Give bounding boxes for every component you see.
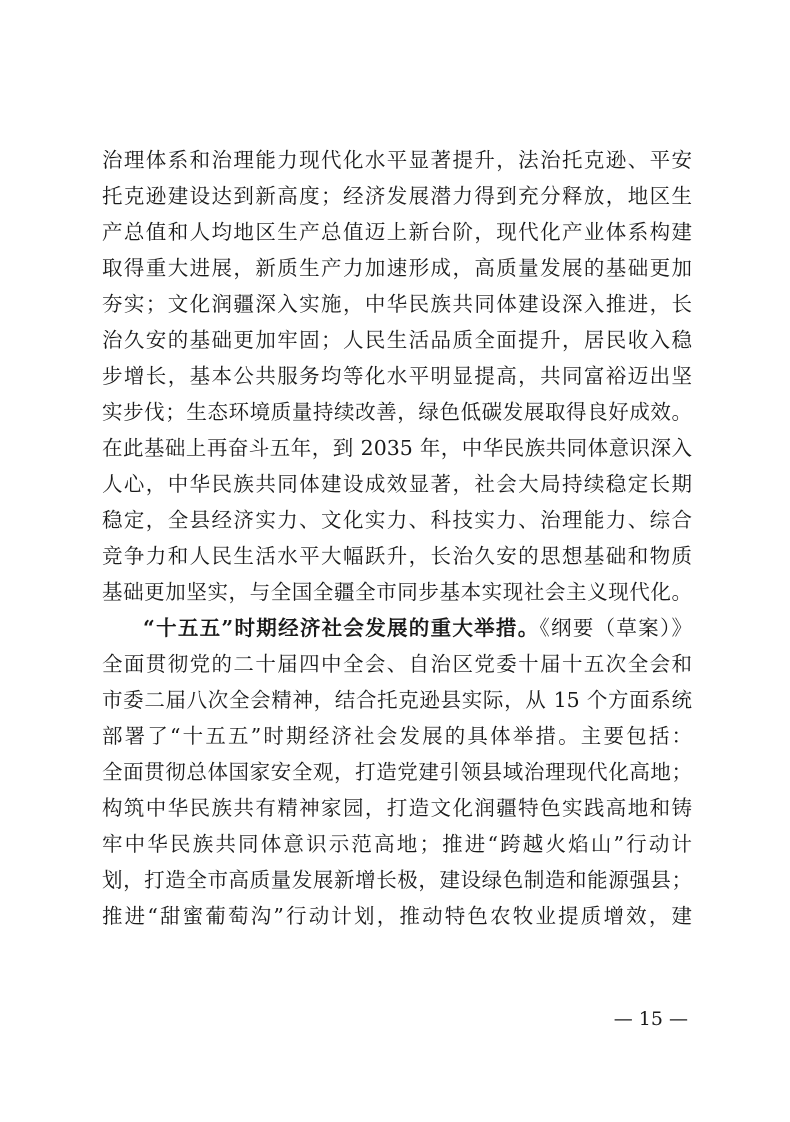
text-line: 竞争力和人民生活水平大幅跃升，长治久安的思想基础和物质 bbox=[102, 544, 692, 568]
section-heading: “十五五”时期经济社会发展的重大举措。 bbox=[143, 616, 540, 640]
paragraph-2 bbox=[102, 610, 692, 934]
text-line: 夯实；文化润疆深入实施，中华民族共同体建设深入推进，长 bbox=[102, 292, 692, 316]
text-line: 托克逊建设达到新高度；经济发展潜力得到充分释放，地区生 bbox=[102, 184, 692, 208]
text-line: 取得重大进展，新质生产力加速形成，高质量发展的基础更加 bbox=[102, 256, 692, 280]
page-number: — 15 — bbox=[613, 1008, 688, 1030]
text-line: 治久安的基础更加牢固；人民生活品质全面提升，居民收入稳 bbox=[102, 328, 692, 352]
text-line: 部署了“十五五”时期经济社会发展的具体举措。主要包括： bbox=[102, 724, 692, 748]
text-line: 人心，中华民族共同体建设成效显著，社会大局持续稳定长期 bbox=[102, 472, 692, 496]
text-line: 在此基础上再奋斗五年，到 2035 年，中华民族共同体意识深入 bbox=[102, 436, 692, 460]
text-line: 稳定，全县经济实力、文化实力、科技实力、治理能力、综合 bbox=[102, 508, 692, 532]
body-text bbox=[102, 142, 692, 934]
text-span: 《纲要（草案）》 bbox=[539, 616, 692, 640]
text-line: 产总值和人均地区生产总值迈上新台阶，现代化产业体系构建 bbox=[102, 220, 692, 244]
text-line bbox=[102, 610, 692, 646]
text-line: 实步伐；生态环境质量持续改善，绿色低碳发展取得良好成效。 bbox=[102, 400, 692, 424]
paragraph-1 bbox=[102, 142, 692, 610]
text-line: 全面贯彻总体国家安全观，打造党建引领县域治理现代化高地； bbox=[102, 760, 692, 784]
text-line: 步增长，基本公共服务均等化水平明显提高，共同富裕迈出坚 bbox=[102, 364, 692, 388]
text-line: 治理体系和治理能力现代化水平显著提升，法治托克逊、平安 bbox=[102, 148, 692, 172]
text-line: 划，打造全市高质量发展新增长极，建设绿色制造和能源强县； bbox=[102, 868, 692, 892]
text-line: 牢中华民族共同体意识示范高地；推进“跨越火焰山”行动计 bbox=[102, 832, 692, 856]
text-line: 推进“甜蜜葡萄沟”行动计划，推动特色农牧业提质增效，建 bbox=[102, 904, 692, 928]
text-line: 基础更加坚实，与全国全疆全市同步基本实现社会主义现代化。 bbox=[102, 580, 692, 604]
text-line: 构筑中华民族共有精神家园，打造文化润疆特色实践高地和铸 bbox=[102, 796, 692, 820]
text-line: 市委二届八次全会精神，结合托克逊县实际，从 15 个方面系统 bbox=[102, 688, 692, 712]
text-line: 全面贯彻党的二十届四中全会、自治区党委十届十五次全会和 bbox=[102, 652, 692, 676]
